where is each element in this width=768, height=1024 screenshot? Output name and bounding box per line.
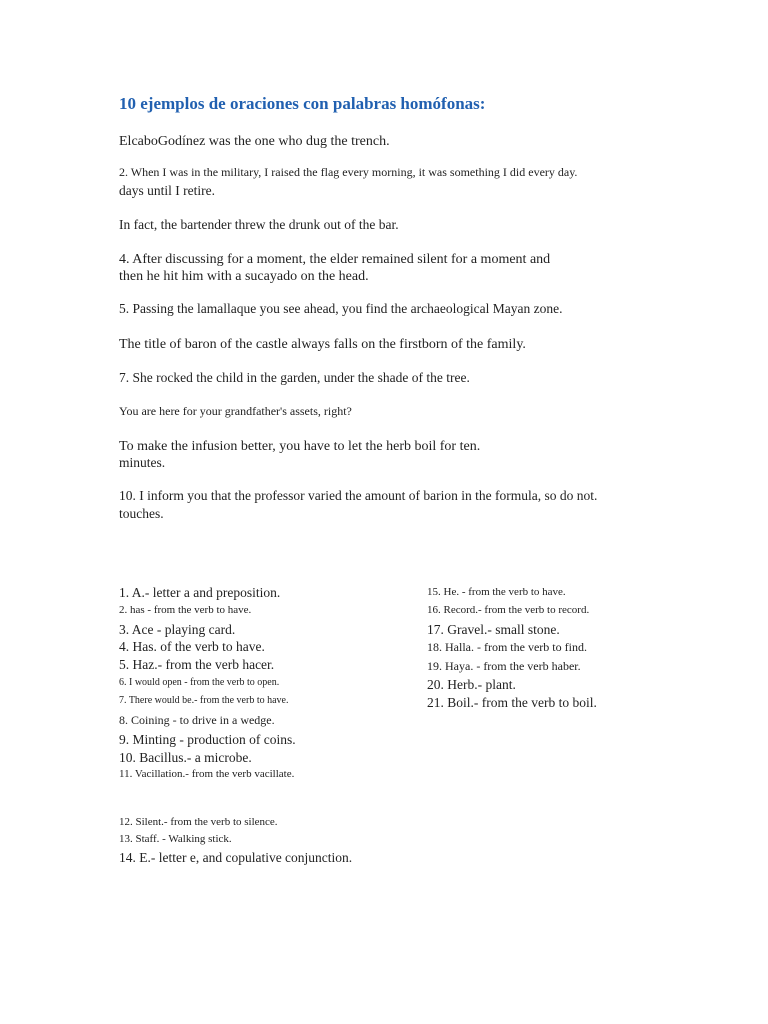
definition-item: 21. Boil.- from the verb to boil.	[427, 695, 597, 710]
definition-item: 3. Ace - playing card.	[119, 622, 236, 637]
sentence-2-line-1: 2. When I was in the military, I raised the flag every morning, it was something I did every day.	[119, 165, 578, 179]
definition-item: 1. A.- letter a and preposition.	[119, 585, 281, 600]
definition-item: 16. Record.- from the verb to record.	[427, 604, 590, 616]
sentence-9-line-1: To make the infusion better, you have to let the herb boil for ten.	[119, 439, 481, 454]
sentence-6: The title of baron of the castle always falls on the firstborn of the family.	[119, 337, 526, 352]
definition-item: 15. He. - from the verb to have.	[427, 586, 566, 598]
sentence-4-line-2: then he hit him with a sucayado on the head.	[119, 269, 369, 284]
definition-item: 8. Coining - to drive in a wedge.	[119, 713, 275, 727]
sentence-9-line-2: minutes.	[119, 455, 166, 470]
definition-item: 19. Haya. - from the verb haber.	[427, 659, 581, 673]
definition-item: 7. There would be.- from the verb to have.	[119, 695, 289, 706]
definition-item: 4. Has. of the verb to have.	[119, 639, 265, 654]
definition-item: 18. Halla. - from the verb to find.	[427, 640, 587, 654]
definition-item: 13. Staff. - Walking stick.	[119, 833, 232, 845]
document-title: 10 ejemplos de oraciones con palabras homófonas:	[119, 94, 486, 113]
sentence-7: 7. She rocked the child in the garden, under the shade of the tree.	[119, 370, 470, 385]
sentence-10-line-1: 10. I inform you that the professor varied the amount of barion in the formula, so do not.	[119, 488, 598, 503]
sentence-8: You are here for your grandfather's assets, right?	[119, 404, 352, 418]
definition-item: 9. Minting - production of coins.	[119, 732, 296, 747]
definition-item: 20. Herb.- plant.	[427, 677, 516, 692]
sentence-3: In fact, the bartender threw the drunk out of the bar.	[119, 217, 399, 232]
sentence-4-line-1: 4. After discussing for a moment, the elder remained silent for a moment and	[119, 252, 551, 267]
sentence-2-line-2: days until I retire.	[119, 183, 215, 198]
definition-item: 2. has - from the verb to have.	[119, 604, 252, 616]
definition-item: 10. Bacillus.- a microbe.	[119, 750, 252, 765]
sentence-10-line-2: touches.	[119, 506, 164, 521]
definition-item: 17. Gravel.- small stone.	[427, 622, 560, 637]
sentence-5: 5. Passing the lamallaque you see ahead, you find the archaeological Mayan zone.	[119, 301, 563, 316]
definition-item: 5. Haz.- from the verb hacer.	[119, 657, 275, 672]
definition-item: 6. I would open - from the verb to open.	[119, 677, 280, 688]
definition-item: 11. Vacillation.- from the verb vacillate.	[119, 768, 295, 780]
sentence-1: ElcaboGodínez was the one who dug the trench.	[119, 134, 390, 149]
definition-item: 14. E.- letter e, and copulative conjunction.	[119, 850, 353, 865]
definition-item: 12. Silent.- from the verb to silence.	[119, 816, 278, 828]
